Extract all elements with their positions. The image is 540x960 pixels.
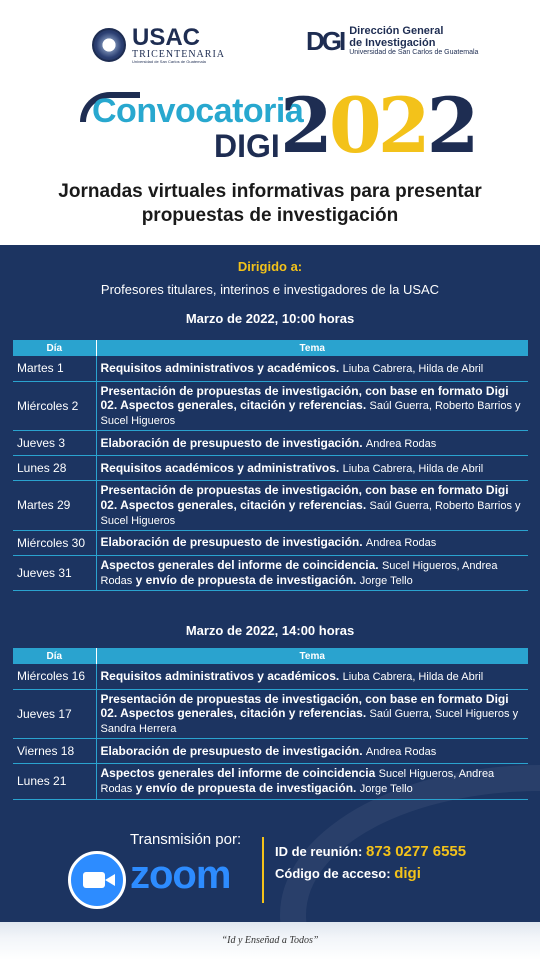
convocatoria-digi: DIGI: [214, 128, 280, 164]
usac-subline: Universidad de San Carlos de Guatemala: [132, 59, 206, 64]
usac-logo: [92, 26, 225, 64]
row-day: Miércoles 30: [13, 531, 96, 556]
row-topic: [96, 381, 528, 431]
audience-text: Profesores titulares, interinos e investigadores de la USAC: [100, 282, 440, 297]
session1-title: Marzo de 2022, 10:00 horas: [185, 311, 355, 326]
column-header-day: Día: [13, 648, 96, 664]
digi-logo: [306, 26, 478, 57]
table-row: [13, 381, 528, 431]
table-row: [13, 664, 528, 689]
table-row: [13, 531, 528, 556]
convocatoria-title: [80, 81, 476, 171]
row-presenters: Sucel Higueros, Andrea Rodas: [100, 768, 495, 796]
convocatoria-year: 2022: [280, 81, 476, 170]
zoom-logo: zoom: [130, 853, 231, 897]
row-topic-text: Presentación de propuestas de investigación, con base en formato Digi 02. Aspectos generales, citación y referencias.: [100, 483, 509, 512]
zoom-section: [0, 827, 540, 917]
row-topic: [96, 356, 528, 381]
meeting-id-value: 873 0277 6555: [366, 843, 467, 860]
row-topic: [96, 664, 528, 689]
row-presenters: Sucel Higueros, Andrea Rodas: [100, 560, 498, 588]
zoom-camera-icon: [68, 851, 126, 909]
schedule-table-1: [13, 340, 528, 591]
table-row: [13, 739, 528, 764]
row-presenters: Liuba Cabrera, Hilda de Abril: [342, 362, 484, 375]
column-header-topic: Tema: [96, 340, 528, 356]
page-title: Jornadas virtuales informativas para presentar propuestas de investigación: [58, 181, 482, 226]
row-day: Jueves 17: [13, 689, 96, 739]
row-day: Martes 1: [13, 356, 96, 381]
header: [0, 0, 540, 245]
row-presenters: Liuba Cabrera, Hilda de Abril: [342, 670, 484, 683]
column-header-topic: Tema: [96, 648, 528, 664]
row-presenters: Jorge Tello: [359, 783, 413, 796]
audience-label: Dirigido a:: [237, 259, 303, 274]
row-topic-text: y envío de propuesta de investigación.: [135, 573, 357, 588]
row-topic-text: Elaboración de presupuesto de investigación.: [100, 435, 363, 450]
table-row: [13, 356, 528, 381]
digi-line1: Dirección General: [349, 25, 444, 38]
row-topic: [96, 431, 528, 456]
column-header-day: Día: [13, 340, 96, 356]
row-day: Jueves 3: [13, 431, 96, 456]
usac-name: USAC: [132, 24, 201, 51]
convocatoria-word: Convocatoria: [92, 92, 304, 130]
row-topic-text: y envío de propuesta de investigación.: [135, 781, 357, 796]
row-topic-text: Requisitos administrativos y académicos.: [100, 360, 340, 375]
row-presenters: Saúl Guerra, Roberto Barrios y Sucel Higueros: [100, 399, 521, 428]
row-presenters: Andrea Rodas: [365, 745, 437, 758]
row-topic: [96, 764, 528, 799]
row-day: Miércoles 2: [13, 381, 96, 431]
row-topic-text: Elaboración de presupuesto de investigación.: [100, 743, 363, 758]
meeting-id: [275, 843, 466, 860]
row-topic: [96, 689, 528, 739]
row-presenters: Jorge Tello: [359, 575, 413, 588]
passcode-label: Código de acceso:: [275, 866, 391, 881]
row-topic-text: Elaboración de presupuesto de investigación.: [100, 535, 363, 550]
row-topic: [96, 739, 528, 764]
row-presenters: Andrea Rodas: [365, 537, 437, 550]
row-presenters: Saúl Guerra, Roberto Barrios y Sucel Higueros: [100, 499, 521, 527]
motto: “Id y Enseñad a Todos”: [221, 935, 319, 946]
row-day: Lunes 21: [13, 764, 96, 799]
row-topic-text: Aspectos generales del informe de coincidencia.: [100, 558, 379, 573]
digi-line3: Universidad de San Carlos de Guatemala: [349, 49, 479, 57]
usac-seal-icon: [92, 28, 126, 62]
table-row: [13, 764, 528, 799]
row-presenters: Saúl Guerra, Sucel Higueros y Sandra Herrera: [100, 707, 519, 736]
digi-line2: de Investigación: [349, 36, 436, 49]
schedule-table-2: [13, 648, 528, 800]
transmission-label: Transmisión por:: [130, 831, 242, 848]
row-presenters: Liuba Cabrera, Hilda de Abril: [342, 462, 484, 475]
table-row: [13, 481, 528, 531]
session2-title: Marzo de 2022, 14:00 horas: [185, 623, 355, 638]
passcode-value: digi: [394, 865, 421, 882]
row-day: Miércoles 16: [13, 664, 96, 689]
schedule-panel: [0, 245, 540, 922]
row-topic-text: Aspectos generales del informe de coincidencia: [100, 766, 376, 781]
table-row: [13, 556, 528, 591]
row-topic: [96, 481, 528, 531]
row-topic-text: Requisitos académicos y administrativos.: [100, 460, 340, 475]
row-topic: [96, 556, 528, 591]
row-topic: [96, 531, 528, 556]
footer: [0, 922, 540, 960]
row-day: Jueves 31: [13, 556, 96, 591]
row-topic-text: Presentación de propuestas de investigación, con base en formato Digi 02. Aspectos generales, citación y referencias.: [100, 383, 509, 412]
row-day: Martes 29: [13, 481, 96, 531]
digi-mark-icon: DGI: [306, 26, 344, 56]
meeting-id-label: ID de reunión:: [275, 844, 363, 859]
table-row: [13, 431, 528, 456]
table-row: [13, 456, 528, 481]
row-topic-text: Requisitos administrativos y académicos.: [100, 668, 340, 683]
row-presenters: Andrea Rodas: [365, 437, 437, 450]
passcode: [275, 865, 421, 882]
row-day: Viernes 18: [13, 739, 96, 764]
usac-tagline: TRICENTENARIA: [132, 49, 225, 60]
table-row: [13, 689, 528, 739]
row-topic: [96, 456, 528, 481]
row-topic-text: Presentación de propuestas de investigación, con base en formato Digi 02. Aspectos generales, citación y referencias.: [100, 691, 509, 720]
row-day: Lunes 28: [13, 456, 96, 481]
divider: [262, 837, 264, 903]
